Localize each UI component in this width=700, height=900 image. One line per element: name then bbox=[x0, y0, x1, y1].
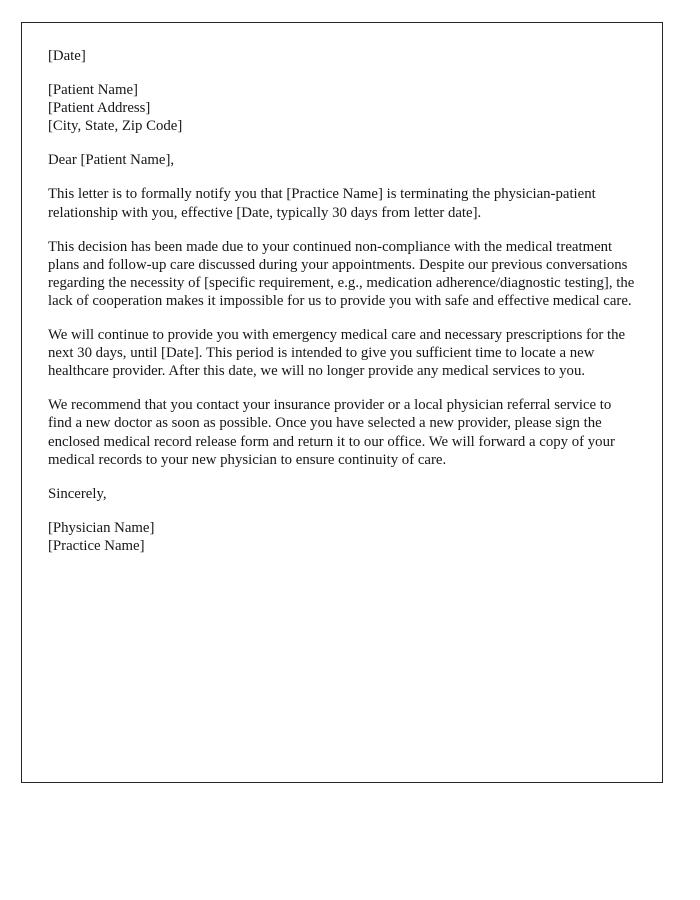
signature-practice-name: [Practice Name] bbox=[48, 537, 145, 554]
body-paragraph-4: We recommend that you contact your insurance provider or a local physician referral service to find a new doctor as soon as possible. Once you have selected a new provider, please sign the enclosed medical record release form and return it to our office. We will forward a copy of your medical records to your new physician to ensure continuity of care. bbox=[48, 397, 615, 468]
letter-body bbox=[48, 47, 636, 555]
salutation: Dear [Patient Name], bbox=[48, 152, 175, 169]
recipient-city-state-zip: [City, State, Zip Code] bbox=[48, 118, 183, 135]
body-paragraph-3: We will continue to provide you with emergency medical care and necessary prescriptions for the next 30 days, until [Date]. This period is intended to give you sufficient time to locate a new healthcare provider. After this date, we will no longer provide any medical services to you. bbox=[48, 327, 626, 380]
recipient-name: [Patient Name] bbox=[48, 82, 138, 99]
recipient-address-block bbox=[48, 81, 636, 135]
document-page-frame bbox=[21, 22, 663, 783]
body-paragraph-1: This letter is to formally notify you that [Practice Name] is terminating the physician-patient relationship with you, effective [Date, typically 30 days from letter date]. bbox=[48, 186, 596, 221]
closing-line: Sincerely, bbox=[48, 485, 107, 502]
body-paragraph-2: This decision has been made due to your continued non-compliance with the medical treatment plans and follow-up care discussed during your appointments. Despite our previous conversations regarding the necessity of [specific requirement, e.g., medication adherence/diagnostic testing], the lack of cooperation makes it impossible for us to provide you with safe and effective medical care. bbox=[48, 238, 635, 309]
signature-block bbox=[48, 519, 636, 555]
signature-physician-name: [Physician Name] bbox=[48, 519, 155, 536]
date-line: [Date] bbox=[48, 48, 86, 64]
recipient-address: [Patient Address] bbox=[48, 100, 151, 117]
spacer-after-address bbox=[48, 135, 636, 151]
